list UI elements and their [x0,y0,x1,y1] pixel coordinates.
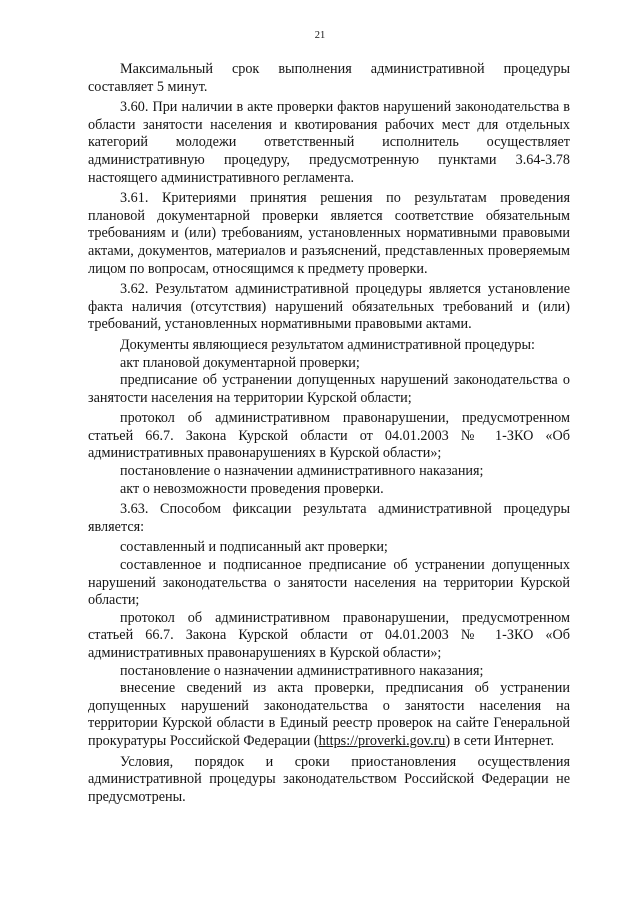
list-item-signed-act: составленный и подписанный акт проверки; [120,539,388,556]
paragraph-max-duration: Максимальный срок выполнения административной процедуры составляет 5 минут. [88,61,570,95]
list-item-signed-order: составленное и подписанное предписание об устранении допущенных нарушений законодательства о занятости населения на территории Курской области; [88,557,570,609]
paragraph-3-63: 3.63. Способом фиксации результата административной процедуры является: [88,501,570,535]
page-number: 21 [314,30,326,41]
registry-entry-text-after: ) в сети Интернет. [445,732,554,749]
list-item-registry-entry [88,680,570,750]
paragraph-result-documents: Документы являющиеся результатом административной процедуры: [120,336,535,353]
registry-entry-text-before: внесение сведений из акта проверки, предписания об устранении допущенных нарушений законодательства о занятости населения на территории Курской области в Единый реестр проверок на сайте Генеральной прокуратуры Российской Федерации ( [88,680,570,749]
paragraph-3-62: 3.62. Результатом административной процедуры является установление факта наличия (отсутствия) нарушений обязательных требований и (или) требований, установленных нормативными правовыми актами. [88,281,570,333]
list-item-penalty-decree-2: постановление о назначении административного наказания; [120,662,484,679]
paragraph-3-61: 3.61. Критериями принятия решения по результатам проведения плановой документарной проверки является соответствие обязательным требованиям и (или) требованиям, установленных нормативными правовыми актами, документов, материалов и разъяснений, представленных проверяемым лицом по вопросам, относящимся к предмету проверки. [88,190,570,277]
document-body [88,61,570,806]
list-item-penalty-decree: постановление о назначении административного наказания; [120,463,484,480]
list-item-inspection-act: акт плановой документарной проверки; [120,354,360,371]
paragraph-suspension-conditions: Условия, порядок и сроки приостановления осуществления административной процедуры законодательством Российской Федерации не предусмотрены. [88,753,570,805]
proverki-link[interactable]: https://proverki.gov.ru [318,732,446,749]
list-item-protocol: протокол об административном правонарушении, предусмотренном статьей 66.7. Закона Курской области от 04.01.2003 № 1-ЗКО «Об административных правонарушениях в Курской области»; [88,410,570,462]
paragraph-3-60: 3.60. При наличии в акте проверки фактов нарушений законодательства в области занятости населения и квотирования рабочих мест для отдельных категорий молодежи ответственный исполнитель осуществляет административную процедуру, предусмотренную пунктами 3.64-3.78 настоящего административного регламента. [88,99,570,186]
list-item-order: предписание об устранении допущенных нарушений законодательства о занятости населения на территории Курской области; [88,372,570,406]
list-item-impossibility-act: акт о невозможности проведения проверки. [120,480,384,497]
list-item-protocol-2: протокол об административном правонарушении, предусмотренном статьей 66.7. Закона Курской области от 04.01.2003 № 1-ЗКО «Об административных правонарушениях в Курской области»; [88,609,570,661]
